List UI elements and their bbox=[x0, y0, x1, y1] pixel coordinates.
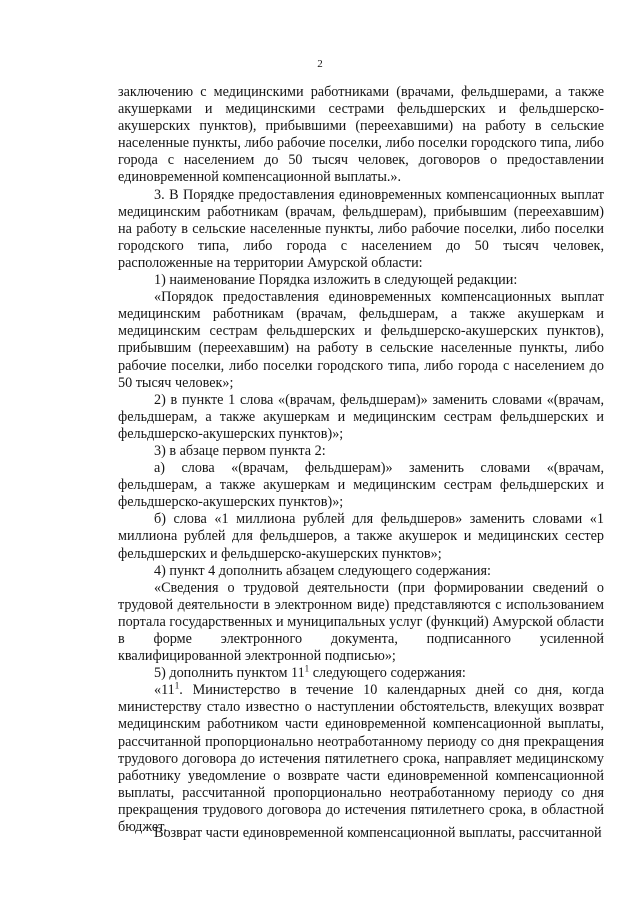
item-11-1-number: «11 bbox=[154, 682, 175, 699]
paragraph-subitem-4: 4) пункт 4 дополнить абзацем следующего содержания: bbox=[154, 562, 491, 579]
paragraph-refund-continued: Возврат части единовременной компенсационной выплаты, рассчитанной bbox=[154, 825, 602, 841]
paragraph-subitem-3b: б) слова «1 миллиона рублей для фельдшеров» заменить словами «1 миллиона рублей для фельдшеров, а также акушерок и медицинских сестер фельдшерских и фельдшерско-акушерских пунктов»; bbox=[118, 511, 604, 562]
subitem-5-superscript: 1 bbox=[304, 663, 310, 674]
paragraph-item-11-1 bbox=[118, 682, 604, 836]
subitem-5-text: 5) дополнить пунктом 11 bbox=[154, 665, 305, 682]
paragraph-item-3: 3. В Порядке предоставления единовременных компенсационных выплат медицинским работникам (врачам, фельдшерам), прибывшим (переехавшим) на работу в сельские населенные пункты, либо рабочие поселки, либо поселки городского типа, либо города с населением до 50 тысяч человек, расположенные на территории Амурской области: bbox=[118, 186, 604, 271]
paragraph-subitem-5 bbox=[118, 665, 604, 682]
paragraph-contract-conclusion: заключению с медицинскими работниками (врачами, фельдшерами, а также акушерками и медицинскими сестрами фельдшерских и фельдшерско-акушерских пунктов), прибывшими (переехавшими) на работу в сельские населенные пункты, либо рабочие поселки, либо поселки городского типа, либо города с населением до 50 тысяч человек, договоров о предоставлении единовременной компенсационной выплаты.». bbox=[118, 84, 604, 186]
item-11-1-superscript: 1 bbox=[174, 680, 180, 691]
paragraph-subitem-2: 2) в пункте 1 слова «(врачам, фельдшерам)» заменить словами «(врачам, фельдшерам, а также акушеркам и медицинским сестрам фельдшерских и фельдшерско-акушерских пунктов)»; bbox=[118, 391, 604, 442]
paragraph-subitem-3a: а) слова «(врачам, фельдшерам)» заменить словами «(врачам, фельдшерам, а также акушеркам и медицинским сестрам фельдшерских и фельдшерско-акушерских пунктов)»; bbox=[118, 460, 604, 511]
subitem-5-text-end: следующего содержания: bbox=[309, 665, 466, 682]
page-number: 2 bbox=[317, 58, 323, 70]
paragraph-subitem-3: 3) в абзаце первом пункта 2: bbox=[154, 442, 326, 459]
paragraph-new-title: «Порядок предоставления единовременных компенсационных выплат медицинским работникам (врачам, фельдшерам, а также акушеркам и медицинским сестрам фельдшерских и фельдшерско-акушерских пунктов), прибывшим (переехавшим) на работу в сельские населенные пункты, либо рабочие поселки, либо поселки городского типа, либо города с населением до 50 тысяч человек»; bbox=[118, 289, 604, 391]
paragraph-subitem-1: 1) наименование Порядка изложить в следующей редакции: bbox=[154, 272, 518, 289]
item-11-1-text: . Министерство в течение 10 календарных дней со дня, когда министерству стало известно о наступлении обстоятельств, влекущих возврат медицинским работником части единовременной компенсационной выплаты, рассчитанной пропорционально неотработанному периоду со дня прекращения трудового договора до истечения пятилетнего срока, направляет медицинскому работнику уведомление о возврате части единовременной компенсационной выплаты, рассчитанной пропорционально неотработанному периоду со дня прекращения трудового договора до истечения пятилетнего срока, в областной бюджет. bbox=[118, 682, 604, 836]
document-body bbox=[118, 84, 604, 836]
paragraph-employment-info: «Сведения о трудовой деятельности (при формировании сведений о трудовой деятельности в электронном виде) представляются с использованием портала государственных и муниципальных услуг (функций) Амурской области в форме электронного документа, подписанного усиленной квалифицированной электронной подписью»; bbox=[118, 579, 604, 665]
